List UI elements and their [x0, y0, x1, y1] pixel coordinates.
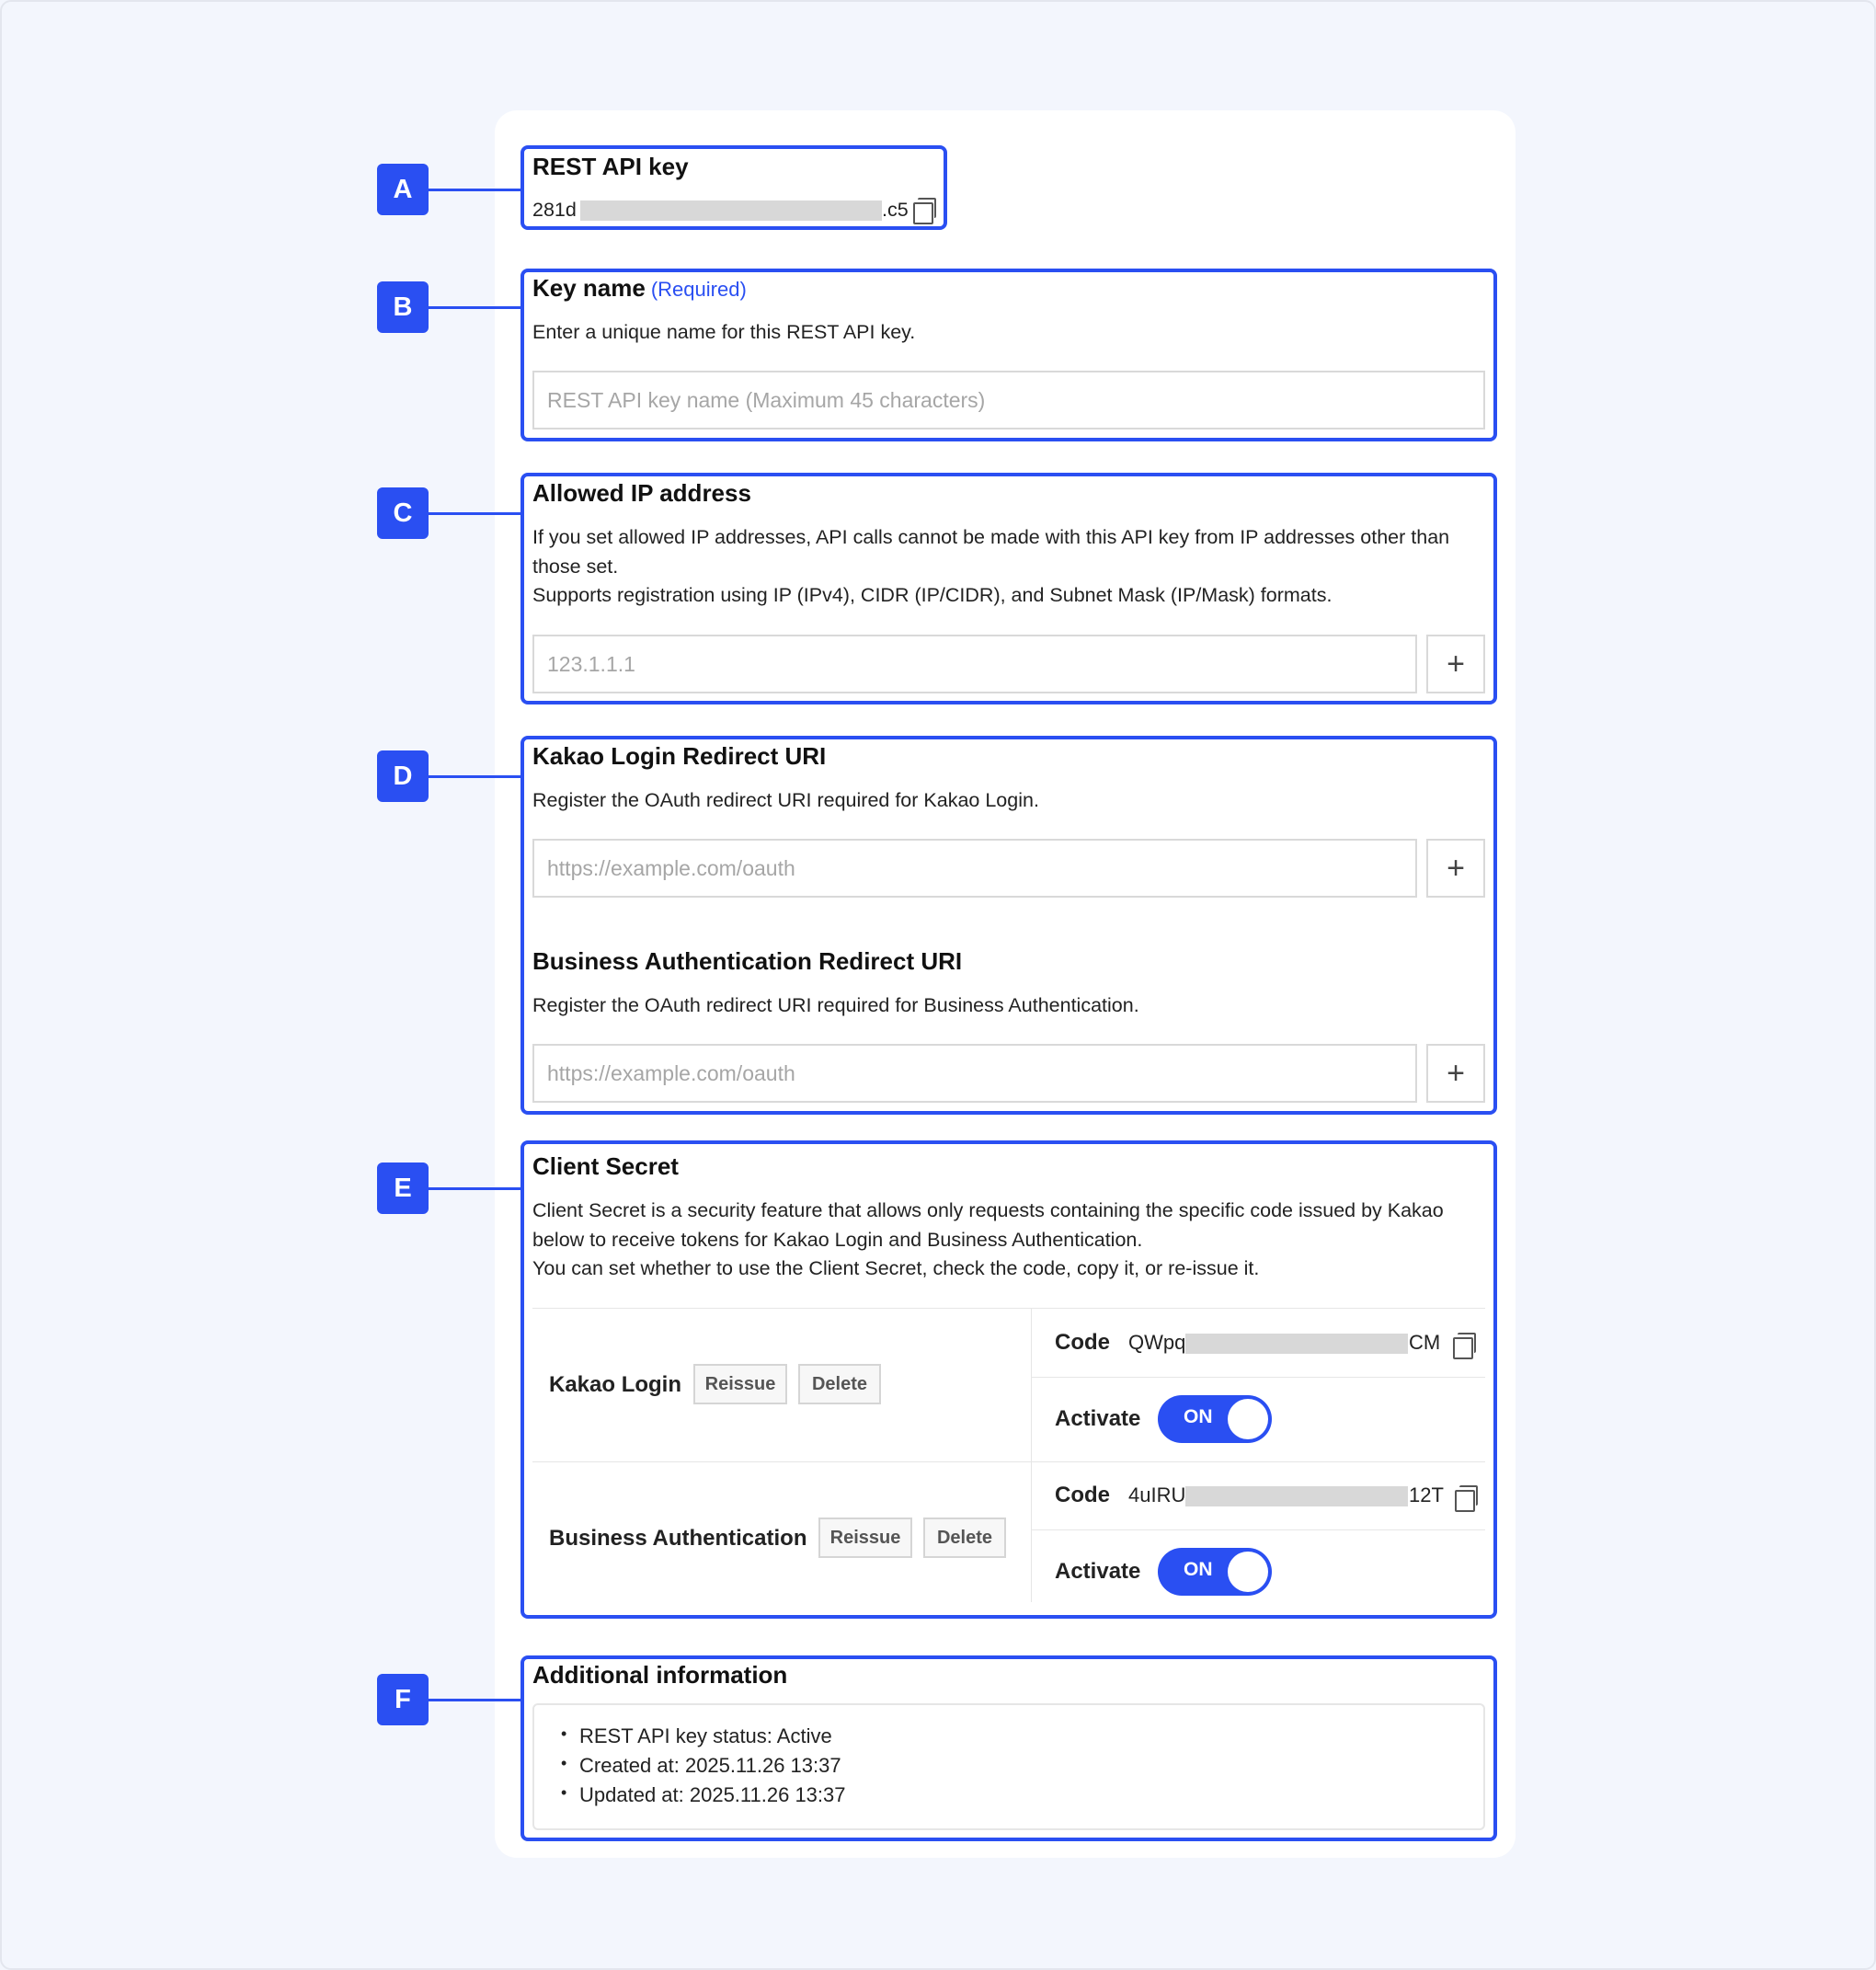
business-auth-activate-toggle[interactable] — [1158, 1548, 1272, 1596]
kakao-login-redirect-description: Register the OAuth redirect URI required for Kakao Login. — [532, 789, 1039, 811]
add-kakao-login-redirect-button[interactable]: + — [1426, 839, 1485, 898]
marker-b-leader — [429, 306, 521, 309]
toggle-state-label: ON — [1184, 1559, 1213, 1580]
business-auth-code-label: Code — [1055, 1483, 1110, 1507]
rest-api-key-mask — [580, 200, 882, 221]
kakao-login-code-mask — [1185, 1334, 1408, 1354]
copy-icon[interactable] — [913, 202, 933, 224]
business-auth-redirect-input[interactable]: https://example.com/oauth — [532, 1044, 1417, 1103]
allowed-ip-description-1: If you set allowed IP addresses, API calls cannot be made with this API key from IP addresses other than those set. — [532, 526, 1450, 578]
info-status: • REST API key status: Active — [579, 1724, 832, 1748]
kakao-login-redirect-input[interactable]: https://example.com/oauth — [532, 839, 1417, 898]
key-name-label: Key name — [532, 274, 646, 302]
business-auth-redirect-description: Register the OAuth redirect URI required for Business Authentication. — [532, 994, 1139, 1016]
marker-e-leader — [429, 1187, 521, 1190]
copy-icon[interactable] — [1455, 1490, 1475, 1512]
kakao-login-code-suffix: CM — [1409, 1331, 1441, 1354]
required-badge: (Required) — [650, 278, 747, 301]
marker-c-leader — [429, 512, 521, 515]
marker-b: B — [377, 281, 429, 333]
kakao-login-activate-toggle[interactable] — [1158, 1395, 1272, 1443]
copy-icon[interactable] — [1453, 1337, 1473, 1359]
marker-c: C — [377, 487, 429, 539]
kakao-login-activate-label: Activate — [1055, 1406, 1141, 1431]
divider — [1031, 1529, 1485, 1530]
marker-f: F — [377, 1674, 429, 1725]
kakao-login-code-label: Code — [1055, 1330, 1110, 1355]
business-auth-code-prefix: 4uIRU — [1128, 1483, 1186, 1506]
business-auth-reissue-button[interactable]: Reissue — [818, 1518, 912, 1558]
business-auth-activate-label: Activate — [1055, 1559, 1141, 1584]
business-auth-code-mask — [1185, 1486, 1408, 1506]
rest-api-key-title: REST API key — [532, 153, 689, 180]
toggle-knob — [1228, 1399, 1268, 1439]
kakao-login-redirect-title: Kakao Login Redirect URI — [532, 742, 827, 770]
kakao-login-reissue-button[interactable]: Reissue — [693, 1364, 787, 1404]
divider — [532, 1308, 1485, 1309]
rest-api-key-prefix: 281d — [532, 199, 577, 221]
add-ip-button[interactable]: + — [1426, 635, 1485, 693]
kakao-login-row-label: Kakao Login — [549, 1372, 682, 1397]
key-name-title — [532, 274, 747, 303]
business-auth-delete-button[interactable]: Delete — [923, 1518, 1006, 1558]
marker-f-leader — [429, 1699, 521, 1701]
toggle-state-label: ON — [1184, 1406, 1213, 1427]
info-created-at: • Created at: 2025.11.26 13:37 — [579, 1754, 841, 1778]
marker-a: A — [377, 164, 429, 215]
additional-info-title: Additional information — [532, 1661, 788, 1689]
add-business-auth-redirect-button[interactable]: + — [1426, 1044, 1485, 1103]
business-auth-redirect-title: Business Authentication Redirect URI — [532, 947, 963, 975]
kakao-login-code-prefix: QWpq — [1128, 1331, 1186, 1354]
client-secret-description-1: Client Secret is a security feature that allows only requests containing the specific code issued by Kakao below to receive tokens for Kakao Login and Business Authentication. — [532, 1199, 1444, 1251]
info-updated-at: • Updated at: 2025.11.26 13:37 — [579, 1783, 846, 1807]
marker-d-leader — [429, 775, 521, 778]
marker-e: E — [377, 1163, 429, 1214]
key-name-description: Enter a unique name for this REST API key. — [532, 321, 916, 343]
key-name-input[interactable]: REST API key name (Maximum 45 characters) — [532, 371, 1485, 430]
marker-d: D — [377, 750, 429, 802]
rest-api-key-suffix: .c5 — [882, 199, 909, 221]
divider — [1031, 1308, 1032, 1602]
divider — [532, 1461, 1485, 1462]
allowed-ip-description-2: Supports registration using IP (IPv4), CIDR (IP/CIDR), and Subnet Mask (IP/Mask) formats. — [532, 584, 1333, 606]
business-auth-row-label: Business Authentication — [549, 1526, 807, 1551]
divider — [1031, 1377, 1485, 1378]
marker-a-leader — [429, 189, 521, 191]
allowed-ip-input[interactable]: 123.1.1.1 — [532, 635, 1417, 693]
business-auth-code-suffix: 12T — [1409, 1483, 1444, 1506]
kakao-login-delete-button[interactable]: Delete — [798, 1364, 881, 1404]
allowed-ip-title: Allowed IP address — [532, 479, 751, 507]
toggle-knob — [1228, 1552, 1268, 1592]
client-secret-title: Client Secret — [532, 1152, 679, 1180]
client-secret-description-2: You can set whether to use the Client Secret, check the code, copy it, or re-issue it. — [532, 1257, 1260, 1279]
